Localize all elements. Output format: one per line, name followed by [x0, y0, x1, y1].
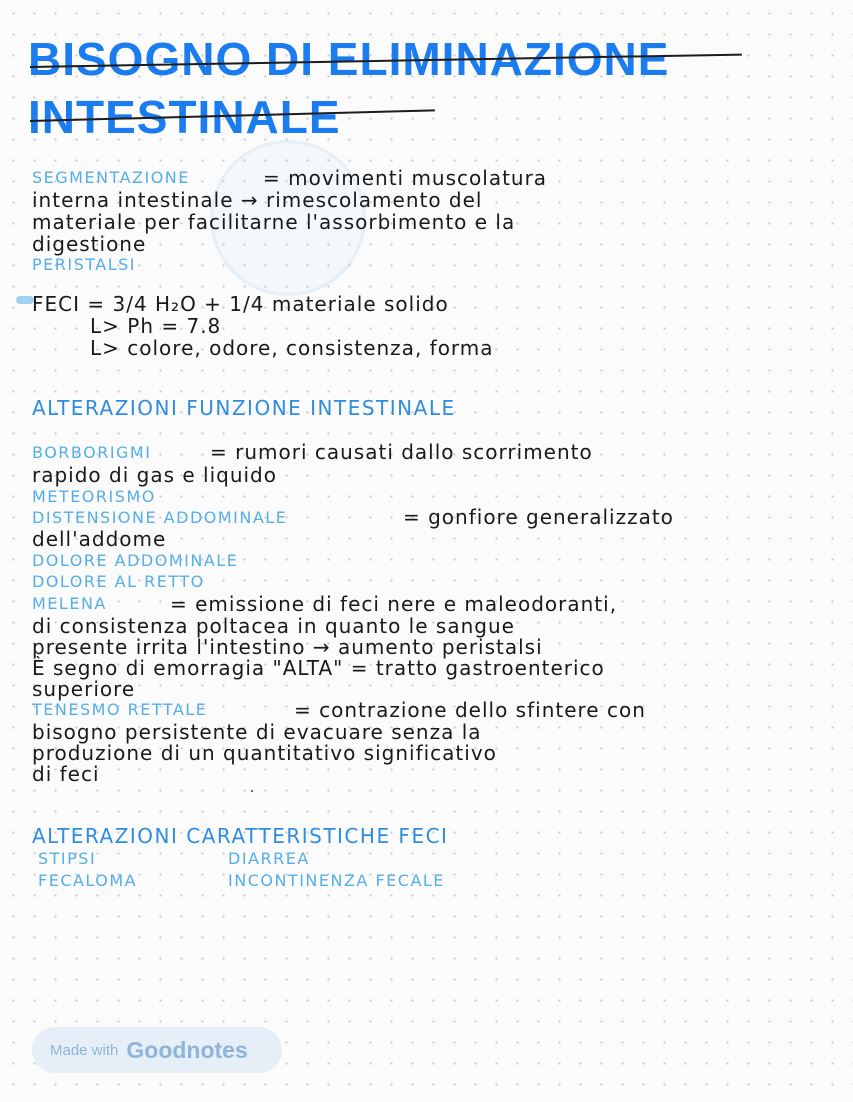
def-tenesmo-1: = contrazione dello sfintere con — [294, 698, 646, 722]
feci-characteristics: L> colore, odore, consistenza, forma — [90, 336, 494, 360]
term-segmentazione: SEGMENTAZIONE — [32, 168, 190, 187]
goodnotes-badge[interactable] — [32, 1027, 282, 1073]
def-tenesmo-3: produzione di un quantitativo significativo — [32, 741, 497, 765]
section-heading-alterazioni-funzione: ALTERAZIONI FUNZIONE INTESTINALE — [32, 396, 456, 420]
def-melena-2: di consistenza poltacea in quanto le sangue — [32, 614, 515, 638]
feci-composition: FECI = 3/4 H₂O + 1/4 materiale solido — [32, 292, 449, 316]
def-distensione-1: = gonfiore generalizzato — [403, 505, 674, 529]
term-fecaloma: FECALOMA — [38, 871, 138, 890]
section-heading-alterazioni-feci: ALTERAZIONI CARATTERISTICHE FECI — [32, 824, 449, 848]
def-melena-1: = emissione di feci nere e maleodoranti, — [170, 592, 618, 616]
def-segmentazione-2: interna intestinale → rimescolamento del — [32, 188, 483, 212]
term-diarrea: DIARREA — [228, 849, 310, 868]
badge-brand: Goodnotes — [126, 1036, 248, 1063]
term-dolore-addominale: DOLORE ADDOMINALE — [32, 551, 239, 570]
term-stipsi: STIPSI — [38, 849, 97, 868]
def-distensione-2: dell'addome — [32, 527, 167, 551]
term-tenesmo: TENESMO RETTALE — [32, 700, 208, 719]
def-tenesmo-2: bisogno persistente di evacuare senza la — [32, 720, 482, 744]
term-distensione: DISTENSIONE ADDOMINALE — [32, 508, 288, 527]
def-segmentazione-4: digestione — [32, 232, 147, 256]
feci-ph: L> Ph = 7.8 — [90, 314, 222, 338]
def-borborigmi-1: = rumori causati dallo scorrimento — [210, 440, 593, 464]
term-borborigmi: BORBORIGMI — [32, 443, 152, 462]
term-dolore-retto: DOLORE AL RETTO — [32, 572, 205, 591]
def-segmentazione-3: materiale per facilitarne l'assorbimento e la — [32, 210, 516, 234]
def-melena-3: presente irrita l'intestino → aumento peristalsi — [32, 635, 543, 659]
term-incontinenza-fecale: INCONTINENZA FECALE — [228, 871, 445, 890]
term-melena: MELENA — [32, 594, 107, 613]
badge-made-with: Made with — [50, 1041, 119, 1059]
page-title-line1: BISOGNO DI ELIMINAZIONE — [28, 33, 670, 85]
term-meteorismo: METEORISMO — [32, 487, 156, 506]
page-title-line2: INTESTINALE — [28, 91, 341, 143]
def-melena-4: È segno di emorragia "ALTA" = tratto gastroenterico — [32, 656, 605, 680]
def-borborigmi-2: rapido di gas e liquido — [32, 463, 277, 487]
ink-speck — [251, 790, 253, 792]
term-peristalsi: PERISTALSI — [32, 255, 137, 274]
def-tenesmo-4: di feci — [32, 762, 100, 786]
def-segmentazione-1: = movimenti muscolatura — [263, 166, 548, 190]
def-melena-5: superiore — [32, 677, 136, 701]
